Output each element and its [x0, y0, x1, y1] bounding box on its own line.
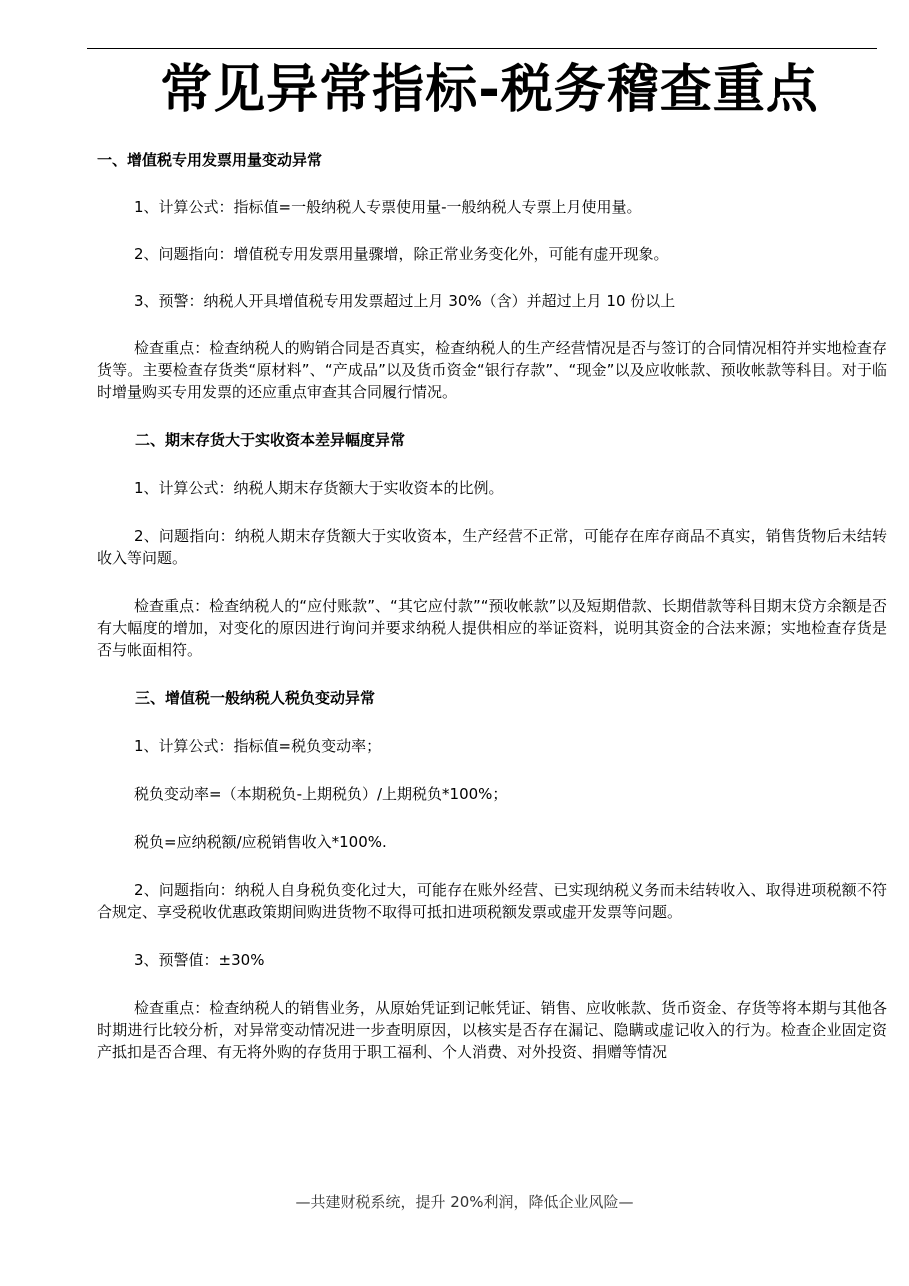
section-heading: 二、期末存货大于实收资本差异幅度异常: [135, 431, 406, 449]
top-rule: [87, 48, 877, 49]
paragraph: 2、问题指向：纳税人期末存货额大于实收资本，生产经营不正常，可能存在库存商品不真实，销售货物后未结转收入等问题。: [97, 527, 887, 567]
document-body: [97, 145, 887, 1063]
section-heading: 三、增值税一般纳税人税负变动异常: [135, 689, 376, 707]
paragraph: 检查重点：检查纳税人的销售业务，从原始凭证到记帐凭证、销售、应收帐款、货币资金、存货等将本期与其他各时期进行比较分析，对异常变动情况进一步查明原因，以核实是否存在漏记、隐瞒或虚记收入的行为。检查企业固定资产抵扣是否合理、有无将外购的存货用于职工福利、个人消费、对外投资、捐赠等情况: [97, 999, 887, 1061]
paragraph: 1、计算公式：纳税人期末存货额大于实收资本的比例。: [134, 479, 504, 497]
paragraph: 2、问题指向：增值税专用发票用量骤增，除正常业务变化外，可能有虚开现象。: [134, 245, 669, 263]
footer-slogan: —共建财税系统，提升 20%利润，降低企业风险—: [295, 1193, 634, 1211]
document-title: 常见异常指标-税务稽查重点: [160, 60, 819, 120]
paragraph: 3、预警：纳税人开具增值税专用发票超过上月 30%（含）并超过上月 10 份以上: [134, 292, 676, 310]
paragraph: 检查重点：检查纳税人的购销合同是否真实，检查纳税人的生产经营情况是否与签订的合同情况相符并实地检查存货等。主要检查存货类“原材料”、“产成品”以及货币资金“银行存款”、“现金”以及应收帐款、预收帐款等科目。对于临时增量购买专用发票的还应重点审查其合同履行情况。: [97, 339, 887, 401]
section-heading: 一、增值税专用发票用量变动异常: [97, 151, 323, 169]
paragraph: 1、计算公式：指标值=税负变动率；: [134, 737, 382, 755]
paragraph: 2、问题指向：纳税人自身税负变化过大，可能存在账外经营、已实现纳税义务而未结转收入、取得进项税额不符合规定、享受税收优惠政策期间购进货物不取得可抵扣进项税额发票或虚开发票等问题。: [97, 881, 887, 921]
paragraph: 3、预警值：±30%: [134, 951, 265, 969]
paragraph: 税负变动率=（本期税负-上期税负）/上期税负*100%；: [134, 785, 508, 803]
paragraph: 1、计算公式：指标值=一般纳税人专票使用量-一般纳税人专票上月使用量。: [134, 198, 642, 216]
paragraph: 检查重点：检查纳税人的“应付账款”、“其它应付款”“预收帐款”以及短期借款、长期借款等科目期末贷方余额是否有大幅度的增加，对变化的原因进行询问并要求纳税人提供相应的举证资料，说明其资金的合法来源；实地检查存货是否与帐面相符。: [97, 597, 887, 659]
paragraph: 税负=应纳税额/应税销售收入*100%.: [134, 833, 387, 851]
